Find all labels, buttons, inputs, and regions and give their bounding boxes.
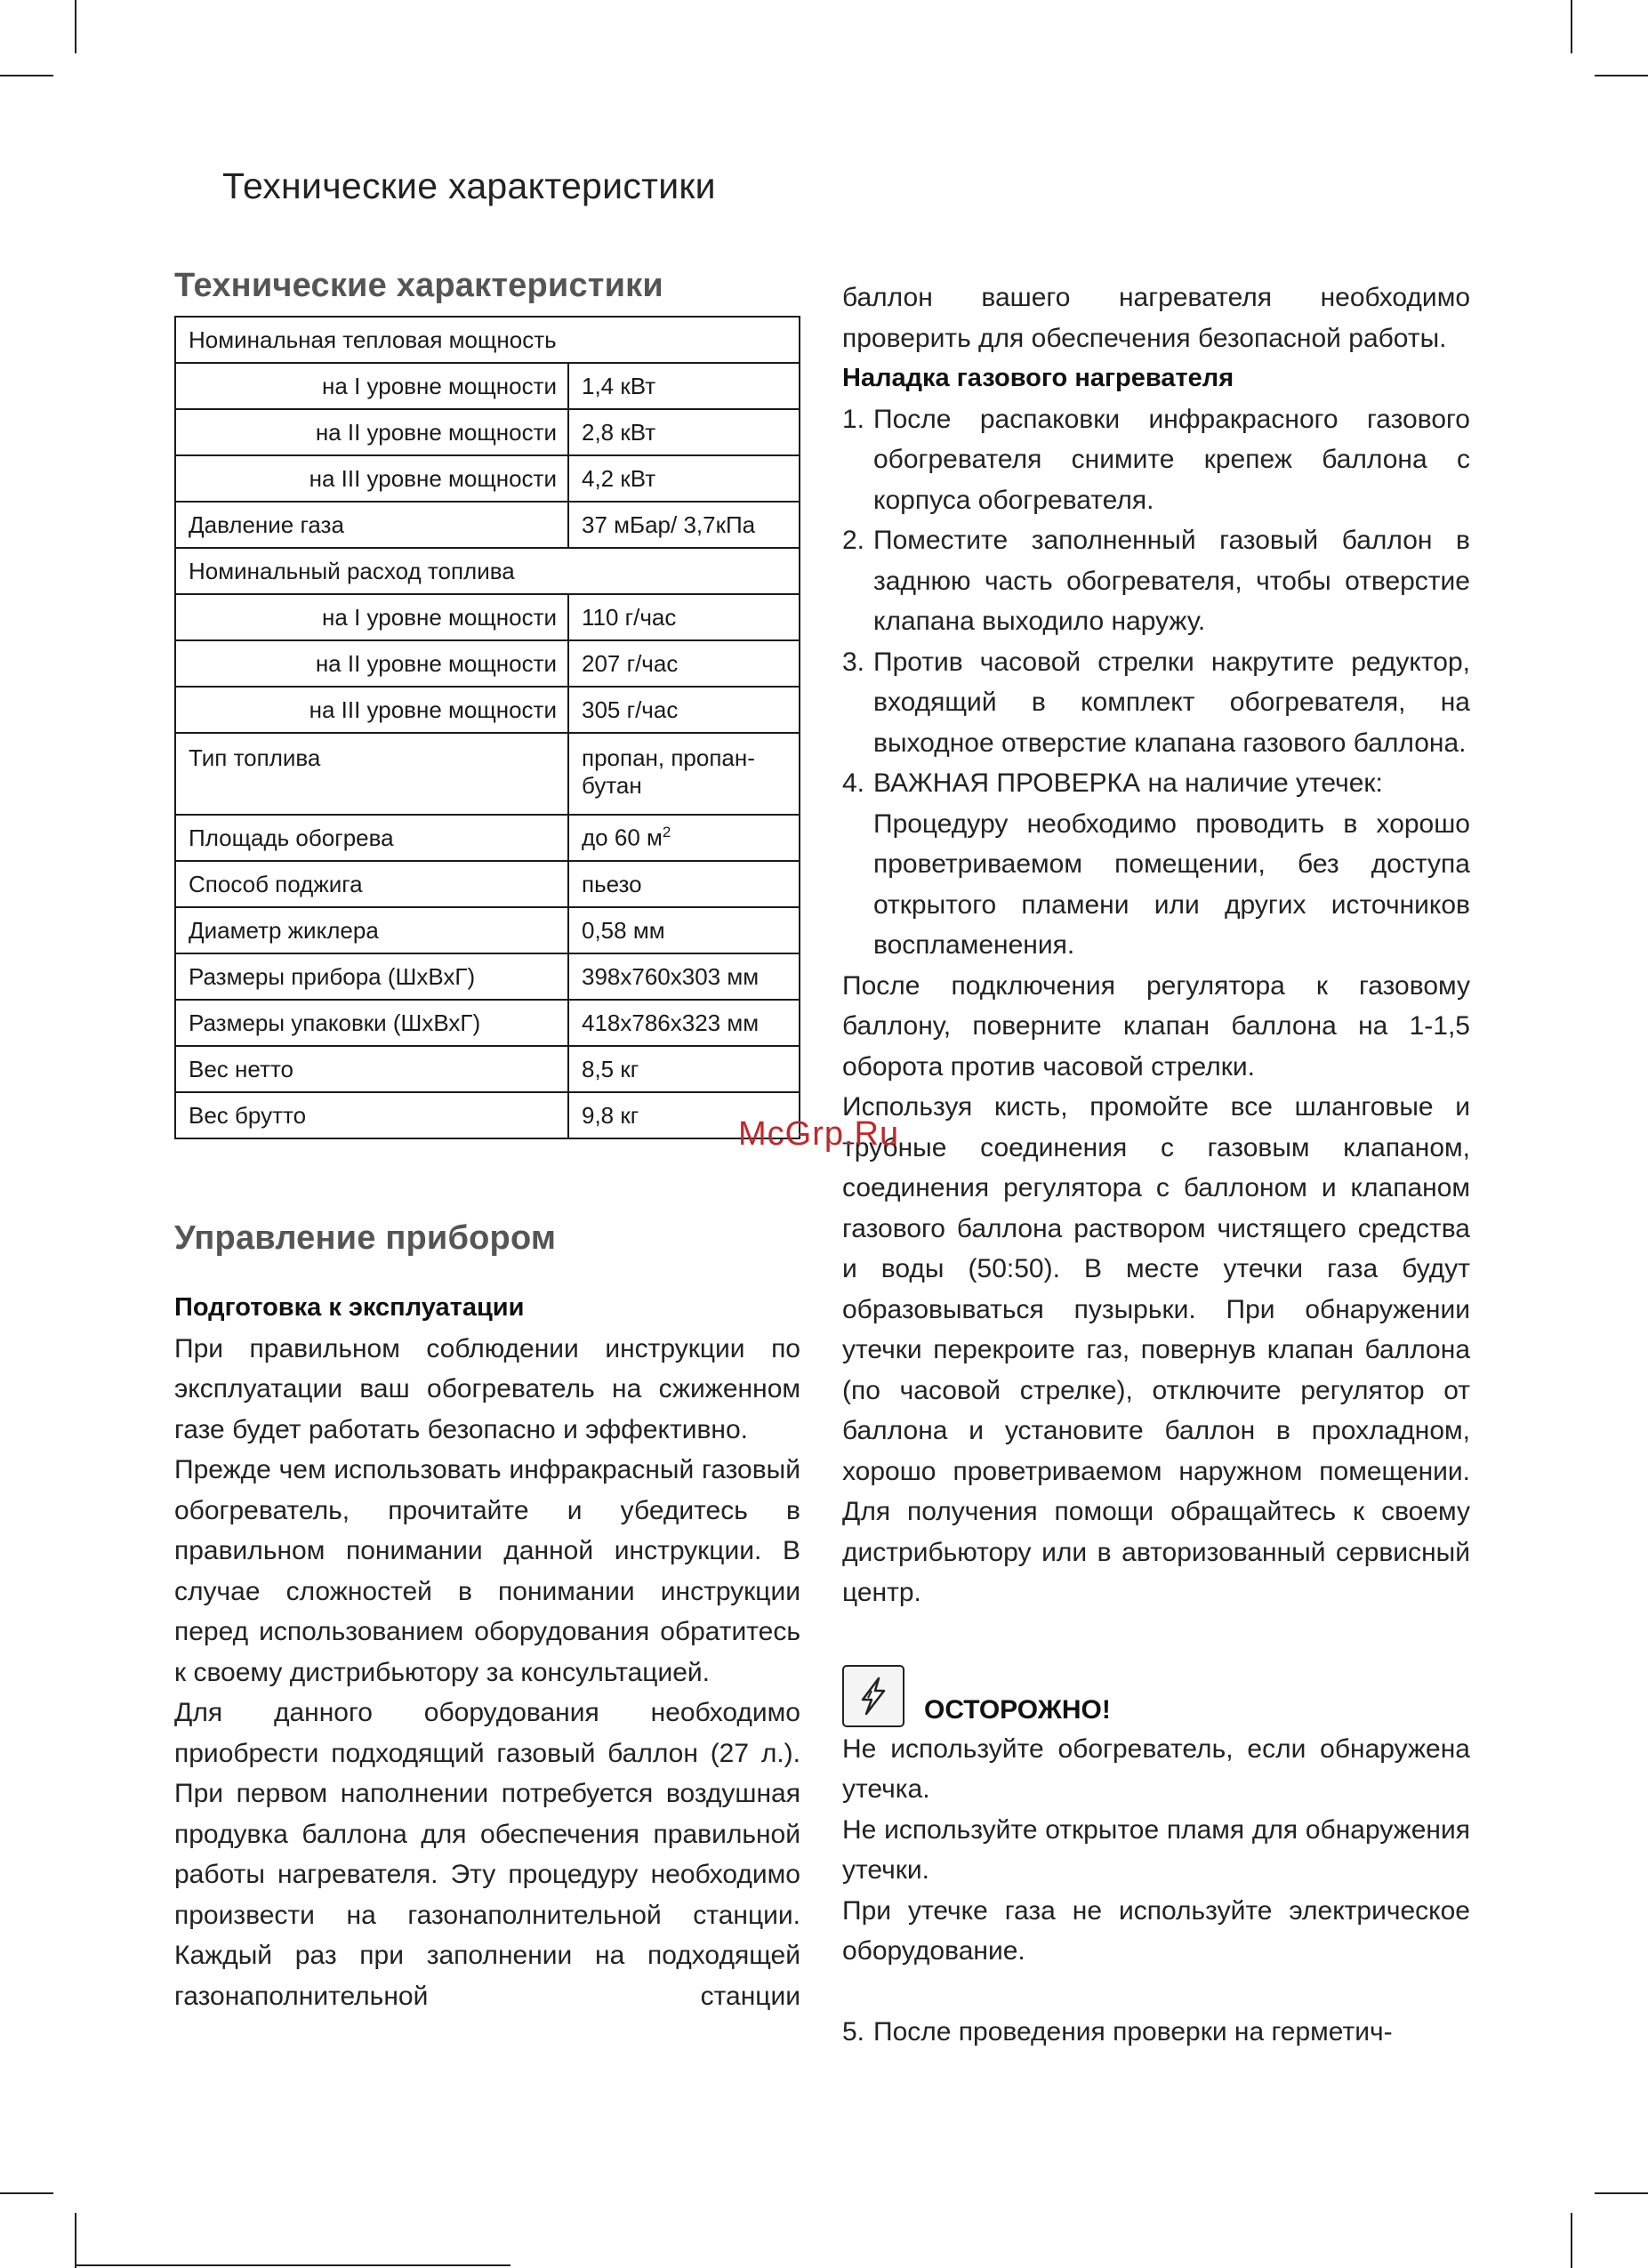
crop-mark (0, 75, 53, 76)
spec-value: 398x760x303 мм (568, 953, 800, 1000)
spec-param: на III уровне мощности (175, 687, 568, 733)
spec-value: 0,58 мм (568, 907, 800, 953)
spec-value-text: до 60 м (582, 824, 663, 851)
table-row (175, 687, 800, 733)
prep-heading: Подготовка к эксплуатации (174, 1293, 525, 1322)
crop-mark (1571, 0, 1572, 53)
spec-param: Размеры прибора (ШхВхГ) (175, 953, 568, 1000)
spec-value: 418x786x323 мм (568, 1000, 800, 1046)
step-number: 5. (842, 2016, 865, 2047)
spec-value: 2,8 кВт (568, 409, 800, 455)
spec-param: на II уровне мощности (175, 640, 568, 687)
spec-param: Номинальная тепловая мощность (175, 317, 800, 363)
spec-value: 110 г/час (568, 594, 800, 640)
spec-param: Способ поджига (175, 861, 568, 907)
caution-header (842, 1665, 1470, 1727)
spec-param: Вес нетто (175, 1046, 568, 1092)
spec-param: на III уровне мощности (175, 455, 568, 502)
caution-line-1: Не используйте обогреватель, если обнаружена утечка. (842, 1733, 1470, 1804)
crop-mark (0, 2192, 53, 2194)
crop-mark (75, 0, 76, 53)
prep-paragraph-1: При правильном соблюдении инструкции по эксплуатации ваш обогреватель на сжиженном газе будет работать безопасно и эффективно. (174, 1333, 800, 1444)
step-text: Поместите заполненный газовый баллон в заднюю часть обогревателя, чтобы отверстие клапана выходило наружу. (873, 526, 1470, 636)
step-text: После распаковки инфракрасного газового обогревателя снимите крепеж баллона с корпуса обогревателя. (873, 404, 1470, 515)
table-row (175, 363, 800, 409)
after-connect-paragraph: После подключения регулятора к газовому баллону, поверните клапан баллона на 1-1,5 оборота против часовой стрелки. (842, 970, 1470, 1082)
spec-param: Тип топлива (175, 733, 568, 815)
step-number: 2. (842, 526, 865, 555)
table-row (175, 861, 800, 907)
spec-param: Площадь обогрева (175, 815, 568, 861)
spec-value: пропан, пропан-бутан (568, 733, 800, 815)
table-row (175, 409, 800, 455)
spec-value: 8,5 кг (568, 1046, 800, 1092)
table-row (175, 907, 800, 953)
spec-param: Давление газа (175, 502, 568, 548)
leak-test-paragraph: Используя кисть, промойте все шланговые и трубные соединения с газовым клапаном, соединения регулятора с баллоном и клапаном газового баллона раствором чистящего средства и воды (50:50). В месте утечки газа будут образовываться пузырьки. При обнаружении утечки перекроите газ, повернув клапан баллона (по часовой стрелке), отключите регулятор от баллона и установите баллон в прохладном, хорошо проветриваемом наружном помещении. Для получения помощи обращайтесь к своему дистрибьютору или в авторизованный сервисный центр. (842, 1092, 1470, 1607)
spec-param: Диаметр жиклера (175, 907, 568, 953)
list-item (842, 763, 1470, 966)
list-item (842, 520, 1470, 642)
page-header: Технические характеристики (222, 165, 716, 206)
continuation-paragraph: баллон вашего нагревателя необходимо проверить для обеспечения безопасной работы. (842, 283, 1470, 353)
right-column (842, 277, 1470, 2052)
crop-mark (1595, 75, 1648, 76)
spec-value: 305 г/час (568, 687, 800, 733)
table-row (175, 733, 800, 815)
spec-value: 37 мБар/ 3,7кПа (568, 502, 800, 548)
step-number: 3. (842, 647, 865, 677)
caution-line-3: При утечке газа не используйте электрическое оборудование. (842, 1895, 1470, 1966)
prep-paragraph-3: Для данного оборудования необходимо приобрести подходящий газовый баллон (27 л.). При первом наполнении потребуется воздушная продувка баллона для обеспечения правильной работы нагревателя. Эту процедуру необходимо произвести на газонаполнительной станции. Каждый раз при заполнении на подходящей газонаполнительной станции (174, 1698, 800, 2011)
setup-steps (842, 399, 1470, 966)
spec-value: пьезо (568, 861, 800, 907)
table-row (175, 502, 800, 548)
spec-param: Вес брутто (175, 1092, 568, 1138)
specs-table (174, 316, 800, 1139)
crop-mark (1571, 2213, 1572, 2268)
step-text: Против часовой стрелки накрутите редуктор, входящий в комплект обогревателя, на выходное отверстие клапана газового баллона. (873, 647, 1470, 758)
list-item (842, 2012, 1470, 2053)
spec-param: Размеры упаковки (ШхВхГ) (175, 1000, 568, 1046)
table-row (175, 594, 800, 640)
left-column (174, 267, 800, 2016)
spec-value: 9,8 кг (568, 1092, 800, 1138)
spec-param: на I уровне мощности (175, 363, 568, 409)
list-item (842, 399, 1470, 521)
lightning-warning-icon (842, 1665, 904, 1727)
step-extra-text: Процедуру необходимо проводить в хорошо проветриваемом помещении, без доступа открытого пламени или других источников воспламенения. (873, 808, 1470, 960)
table-row (175, 815, 800, 861)
caution-title: ОСТОРОЖНО! (924, 1694, 1111, 1725)
step-text: ВАЖНАЯ ПРОВЕРКА на наличие утечек: (873, 768, 1383, 798)
setup-steps-continued (842, 2012, 1470, 2053)
table-row (175, 317, 800, 363)
spec-value: 207 г/час (568, 640, 800, 687)
spec-param: Номинальный расход топлива (175, 548, 800, 594)
spec-param: на I уровне мощности (175, 594, 568, 640)
table-row (175, 1000, 800, 1046)
crop-mark (75, 2213, 76, 2268)
crop-mark (1595, 2192, 1648, 2194)
table-row (175, 640, 800, 687)
step-text: После проведения проверки на герметич- (873, 2016, 1393, 2047)
spec-param: на II уровне мощности (175, 409, 568, 455)
table-row (175, 455, 800, 502)
setup-heading: Наладка газового нагревателя (842, 364, 1234, 392)
table-row (175, 1092, 800, 1138)
step-number: 4. (842, 768, 865, 798)
table-row (175, 1046, 800, 1092)
watermark: McGrp.Ru (738, 1115, 900, 1153)
table-row (175, 548, 800, 594)
prep-paragraph-2: Прежде чем использовать инфракрасный газовый обогреватель, прочитайте и убедитесь в правильном понимании данной инструкции. В случае сложностей в понимании инструкции перед использованием оборудования обратитесь к своему дистрибьютору за консультацией. (174, 1455, 800, 1687)
spec-value: 1,4 кВт (568, 363, 800, 409)
table-row (175, 953, 800, 1000)
specs-title: Технические характеристики (174, 267, 663, 304)
caution-line-2: Не используйте открытое пламя для обнаружения утечки. (842, 1814, 1470, 1885)
spec-value (568, 815, 800, 861)
step-number: 1. (842, 404, 865, 434)
spec-value-superscript: 2 (662, 824, 671, 841)
crop-mark (75, 2264, 510, 2266)
spec-value: 4,2 кВт (568, 455, 800, 502)
control-title: Управление прибором (174, 1219, 557, 1257)
list-item (842, 642, 1470, 764)
